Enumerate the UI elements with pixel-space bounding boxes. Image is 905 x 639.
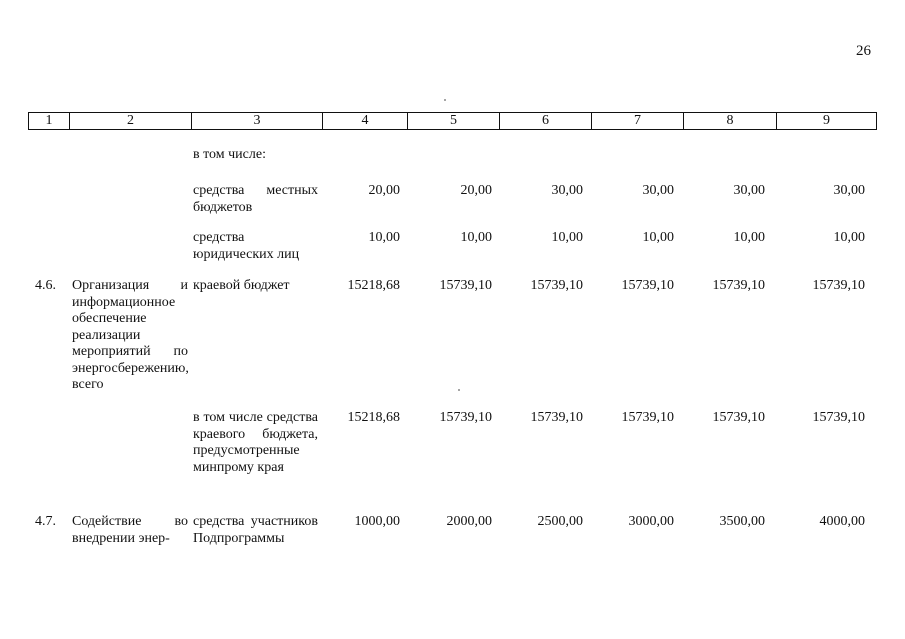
row-source: средства местных бюджетов <box>193 183 318 215</box>
header-table <box>28 112 877 130</box>
row-value: 15739,10 <box>712 410 765 425</box>
row-value: 30,00 <box>551 183 583 198</box>
row-code: 4.7. <box>35 514 56 529</box>
header-col-8: 8 <box>684 113 777 130</box>
row-value: 10,00 <box>551 230 583 245</box>
row-value: 10,00 <box>642 230 674 245</box>
row-value: 15739,10 <box>439 278 492 293</box>
row-source: средства участников Подпрограммы <box>193 514 318 546</box>
row-value: 15739,10 <box>812 278 865 293</box>
header-col-6: 6 <box>500 113 592 130</box>
row-code: 4.6. <box>35 278 56 293</box>
row-value: 30,00 <box>833 183 865 198</box>
row-source: средства юридических лиц <box>193 230 300 262</box>
row-value: 3500,00 <box>719 514 765 529</box>
row-value: 2000,00 <box>446 514 492 529</box>
header-col-3: 3 <box>192 113 323 130</box>
row-value: 15739,10 <box>812 410 865 425</box>
header-col-4: 4 <box>323 113 408 130</box>
row-value: 1000,00 <box>354 514 400 529</box>
header-col-9: 9 <box>777 113 877 130</box>
row-name: Содействие во внедрении энер- <box>72 514 188 546</box>
row-value: 10,00 <box>368 230 400 245</box>
scan-speck <box>444 99 446 101</box>
row-value: 10,00 <box>733 230 765 245</box>
row-value: 20,00 <box>460 183 492 198</box>
header-col-5: 5 <box>408 113 500 130</box>
row-value: 15218,68 <box>347 410 400 425</box>
header-row <box>29 113 877 130</box>
row-value: 15739,10 <box>439 410 492 425</box>
row-value: 4000,00 <box>819 514 865 529</box>
row-source: краевой бюджет <box>193 278 290 293</box>
row-value: 15739,10 <box>712 278 765 293</box>
row-value: 3000,00 <box>628 514 674 529</box>
header-col-1: 1 <box>29 113 70 130</box>
row-value: 30,00 <box>642 183 674 198</box>
row-name: Организация и информационное обеспечение реализации мероприятий по энергосбережению, всего <box>72 278 189 392</box>
row-source: в том числе: <box>193 147 266 162</box>
row-value: 15739,10 <box>621 278 674 293</box>
row-value: 15218,68 <box>347 278 400 293</box>
row-value: 20,00 <box>368 183 400 198</box>
page-number: 26 <box>856 43 871 59</box>
header-col-2: 2 <box>70 113 192 130</box>
row-value: 10,00 <box>460 230 492 245</box>
row-value: 15739,10 <box>621 410 674 425</box>
row-value: 15739,10 <box>530 410 583 425</box>
row-value: 15739,10 <box>530 278 583 293</box>
row-value: 2500,00 <box>537 514 583 529</box>
header-col-7: 7 <box>592 113 684 130</box>
scan-speck <box>458 389 460 391</box>
row-value: 30,00 <box>733 183 765 198</box>
row-value: 10,00 <box>833 230 865 245</box>
row-source: в том числе средства краевого бюджета, предусмотренные минпрому края <box>193 410 318 475</box>
